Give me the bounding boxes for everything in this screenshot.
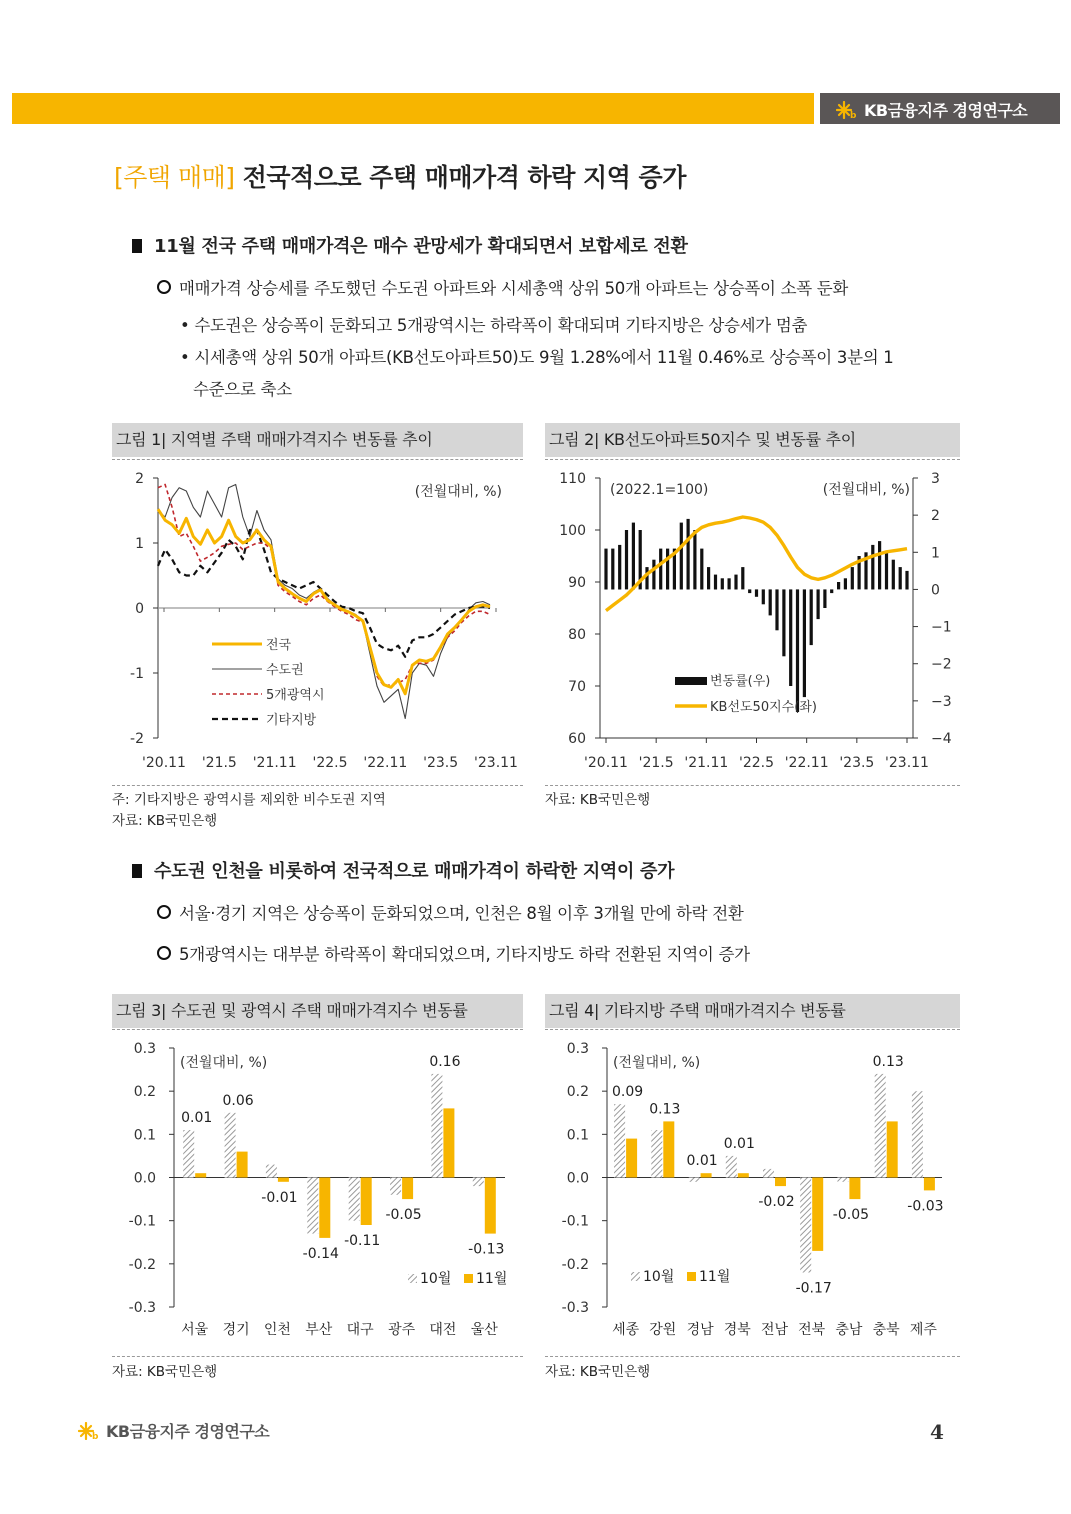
change-bar	[803, 589, 806, 697]
y-tick-label: -0.3	[128, 1300, 156, 1316]
x-tick-label: '21.5	[638, 755, 674, 771]
change-bar	[693, 530, 696, 589]
x-tick-label: '22.11	[363, 755, 408, 771]
change-bar	[892, 560, 895, 590]
category-label: 세종	[612, 1322, 640, 1338]
y-tick-label: -2	[130, 731, 144, 747]
fig2-title: 그림 2| KB선도아파트50지수 및 변동률 추이	[545, 423, 960, 457]
data-label: -0.02	[758, 1194, 795, 1211]
right-tick-label: −2	[931, 656, 952, 673]
fig3-title: 그림 3| 수도권 및 광역시 주택 매매가격지수 변동률	[112, 994, 523, 1028]
bar-nov	[626, 1139, 637, 1178]
change-bar	[632, 523, 635, 590]
block2-heading	[132, 857, 674, 883]
bar-oct	[875, 1074, 886, 1178]
change-bar	[844, 578, 847, 589]
change-bar	[823, 589, 826, 608]
fig1-chart	[112, 462, 523, 782]
block2-point2	[157, 941, 750, 965]
change-bar	[755, 589, 758, 596]
x-tick-label: '22.11	[784, 755, 829, 771]
legend-label-nov: 11월	[476, 1271, 508, 1287]
unit-label: (전월대비, %)	[822, 482, 910, 498]
category-label: 서울	[181, 1322, 209, 1338]
page-number: 4	[930, 1420, 944, 1444]
fig1-source: 자료: KB국민은행	[112, 813, 218, 829]
header-accent-bar	[12, 93, 814, 124]
fig1-top-rule	[112, 459, 523, 460]
legend-label: 기타지방	[266, 713, 317, 728]
square-bullet-icon	[132, 239, 142, 253]
y-tick-label: 0.3	[133, 1041, 156, 1057]
bar-nov	[849, 1178, 860, 1200]
left-tick-label: 60	[568, 731, 586, 747]
bar-oct	[800, 1178, 811, 1273]
footer-brand-text: KB금융지주 경영연구소	[106, 1422, 270, 1441]
bar-oct	[431, 1074, 442, 1178]
y-tick-label: 0.2	[566, 1084, 589, 1101]
section-tag: [주택 매매]	[114, 163, 235, 192]
change-bar	[611, 549, 614, 590]
block1-point	[157, 275, 848, 299]
block2-heading-text: 수도권 인천을 비롯하여 전국적으로 매매가격이 하락한 지역이 증가	[154, 861, 675, 882]
fig3-source: 자료: KB국민은행	[112, 1364, 218, 1380]
bar-oct	[349, 1178, 360, 1221]
y-tick-label: 0.1	[566, 1127, 589, 1144]
y-tick-label: 2	[135, 471, 144, 487]
data-label: -0.17	[795, 1280, 832, 1297]
right-tick-label: −4	[931, 731, 952, 747]
bar-nov	[663, 1121, 674, 1177]
bar-oct	[912, 1091, 923, 1177]
bar-oct	[390, 1178, 401, 1195]
change-bar	[728, 578, 731, 589]
right-tick-label: 0	[931, 582, 940, 599]
circle-bullet-icon	[157, 905, 171, 919]
fig3-bottom-rule	[112, 1356, 523, 1357]
data-label: 0.01	[723, 1135, 755, 1152]
change-bar	[618, 545, 621, 590]
legend-label-bar: 변동률(우)	[710, 674, 771, 689]
legend-label-oct: 10월	[643, 1269, 675, 1285]
data-label: 0.13	[649, 1101, 681, 1118]
change-bar	[810, 589, 813, 645]
change-bar	[769, 589, 772, 615]
data-label: -0.14	[302, 1245, 339, 1262]
y-tick-label: -0.2	[128, 1256, 156, 1273]
right-tick-label: 3	[931, 471, 940, 487]
change-bar	[905, 571, 908, 590]
legend-label: 수도권	[266, 663, 304, 678]
change-bar	[748, 589, 751, 593]
y-tick-label: -0.2	[561, 1256, 589, 1273]
bar-oct	[763, 1169, 774, 1178]
x-tick-label: '23.11	[474, 755, 518, 771]
bar-nov	[887, 1121, 898, 1177]
bar-nov	[775, 1178, 786, 1187]
y-tick-label: -0.1	[128, 1213, 156, 1230]
y-tick-label: 1	[135, 536, 144, 552]
category-label: 전북	[798, 1322, 826, 1338]
block1-bullet1: • 수도권은 상승폭이 둔화되고 5개광역시는 하락폭이 확대되며 기타지방은 상승세가 멈춤	[180, 316, 808, 335]
change-bar	[645, 567, 648, 589]
base-label: (2022.1=100)	[610, 482, 709, 498]
fig3-top-rule	[112, 1029, 523, 1030]
change-bar	[680, 523, 683, 590]
header-brand	[836, 98, 1027, 121]
x-tick-label: '22.5	[738, 755, 775, 771]
x-tick-label: '20.11	[142, 755, 186, 771]
bar-nov	[701, 1173, 712, 1177]
fig2-top-rule	[545, 459, 960, 460]
data-label: -0.03	[907, 1198, 944, 1215]
svg-text:b: b	[850, 110, 857, 119]
bar-oct	[307, 1178, 318, 1234]
kb-star-logo-icon	[836, 101, 858, 119]
legend-swatch-nov	[687, 1272, 696, 1281]
legend-swatch-oct	[408, 1274, 417, 1283]
change-bar	[666, 549, 669, 590]
bar-oct	[266, 1165, 277, 1178]
data-label: 0.13	[872, 1053, 904, 1070]
right-tick-label: −1	[931, 619, 952, 636]
circle-bullet-icon	[157, 280, 171, 294]
fig2-chart	[545, 462, 960, 782]
series-line-1	[158, 485, 490, 719]
fig2-bottom-rule	[545, 785, 960, 786]
category-label: 충남	[835, 1322, 863, 1338]
change-bar	[885, 552, 888, 589]
data-label: -0.05	[832, 1207, 870, 1224]
change-bar	[734, 575, 737, 590]
category-label: 경북	[723, 1322, 751, 1338]
legend-swatch-oct	[631, 1272, 640, 1281]
bar-nov	[924, 1178, 935, 1191]
x-tick-label: '23.5	[839, 755, 875, 771]
left-tick-label: 110	[559, 471, 586, 487]
square-bullet-icon	[132, 864, 142, 878]
change-bar	[721, 578, 724, 589]
y-tick-label: -0.1	[561, 1213, 589, 1230]
bar-nov	[812, 1178, 823, 1251]
y-tick-label: 0.0	[133, 1170, 156, 1187]
bar-nov	[278, 1178, 289, 1182]
category-label: 제주	[909, 1322, 937, 1338]
section-title-text: 전국적으로 주택 매매가격 하락 지역 증가	[242, 163, 686, 192]
y-tick-label: -1	[130, 666, 144, 682]
change-bar	[899, 567, 902, 589]
y-tick-label: -0.3	[561, 1300, 589, 1316]
block1-heading	[132, 232, 688, 258]
bar-nov	[443, 1108, 454, 1177]
fig1-title: 그림 1| 지역별 주택 매매가격지수 변동률 추이	[112, 423, 523, 457]
block2-point1	[157, 900, 744, 924]
series-line-0	[158, 509, 490, 694]
x-tick-label: '21.11	[252, 755, 297, 771]
y-tick-label: 0.1	[133, 1127, 156, 1144]
bar-oct	[225, 1113, 236, 1178]
x-tick-label: '20.11	[584, 755, 628, 771]
y-tick-label: 0.2	[133, 1084, 156, 1101]
category-label: 전남	[760, 1322, 789, 1338]
right-tick-label: −3	[931, 693, 952, 710]
block2-point2-text: 5개광역시는 대부분 하락폭이 확대되었으며, 기타지방도 하락 전환된 지역이 증가	[179, 945, 750, 964]
category-label: 경남	[686, 1322, 714, 1338]
category-label: 울산	[470, 1322, 498, 1338]
data-label: -0.11	[344, 1233, 381, 1249]
data-label: 0.01	[181, 1110, 213, 1126]
header-brand-box	[820, 93, 1060, 124]
left-tick-label: 80	[568, 627, 586, 643]
bar-oct	[689, 1178, 700, 1182]
bar-oct	[473, 1178, 484, 1187]
bar-oct	[651, 1130, 662, 1178]
x-tick-label: '22.5	[312, 755, 348, 771]
legend-label-line: KB선도50지수(좌)	[710, 700, 817, 715]
change-bar	[789, 589, 792, 686]
category-label: 대구	[346, 1322, 374, 1338]
left-tick-label: 90	[568, 575, 586, 591]
change-bar	[762, 589, 765, 604]
fig3-chart	[112, 1032, 523, 1352]
data-label: -0.05	[385, 1207, 422, 1224]
change-bar	[830, 589, 833, 593]
legend-label: 5개광역시	[266, 688, 325, 703]
footer-brand	[78, 1419, 269, 1442]
change-bar	[837, 582, 840, 589]
category-label: 대전	[429, 1322, 457, 1338]
fig1-bottom-rule	[112, 785, 523, 786]
change-bar	[714, 575, 717, 590]
category-label: 인천	[263, 1322, 291, 1338]
bar-nov	[738, 1173, 749, 1177]
block1-heading-text: 11월 전국 주택 매매가격은 매수 관망세가 확대되면서 보합세로 전환	[154, 236, 688, 257]
bar-nov	[237, 1152, 248, 1178]
category-label: 경기	[222, 1322, 250, 1338]
change-bar	[741, 567, 744, 589]
right-tick-label: 1	[931, 545, 940, 562]
change-bar	[625, 530, 628, 589]
x-tick-label: '23.5	[423, 755, 459, 771]
change-bar	[871, 545, 874, 590]
x-tick-label: '21.5	[201, 755, 237, 771]
left-tick-label: 70	[568, 679, 586, 695]
fig1-note: 주: 기타지방은 광역시를 제외한 비수도권 지역	[112, 792, 386, 808]
bar-nov	[319, 1178, 330, 1238]
fig2-source: 자료: KB국민은행	[545, 792, 651, 808]
bar-nov	[195, 1173, 206, 1177]
change-bar	[775, 589, 778, 630]
legend-label-nov: 11월	[699, 1269, 731, 1285]
category-label: 광주	[388, 1322, 416, 1338]
change-bar	[796, 589, 799, 712]
fig4-source: 자료: KB국민은행	[545, 1364, 651, 1380]
bar-oct	[726, 1156, 737, 1178]
change-bar	[700, 549, 703, 590]
change-bar	[782, 589, 785, 656]
change-bar	[659, 549, 662, 590]
fig4-title: 그림 4| 기타지방 주택 매매가격지수 변동률	[545, 994, 960, 1028]
data-label: 0.06	[222, 1092, 254, 1109]
svg-text:b: b	[92, 1431, 99, 1440]
data-label: 0.09	[612, 1084, 644, 1101]
change-bar	[652, 560, 655, 590]
block1-bullet2: • 시세총액 상위 50개 아파트(KB선도아파트50)도 9월 1.28%에서 11월 0.46%로 상승폭이 3분의 1	[180, 348, 894, 367]
bar-oct	[183, 1130, 194, 1178]
change-bar	[878, 541, 881, 589]
data-label: -0.13	[468, 1241, 505, 1258]
bar-nov	[485, 1178, 496, 1234]
fig4-chart	[545, 1032, 960, 1352]
category-label: 강원	[649, 1322, 677, 1338]
bar-oct	[837, 1178, 848, 1182]
fig4-bottom-rule	[545, 1356, 960, 1357]
y-tick-label: 0	[135, 601, 144, 617]
circle-bullet-icon	[157, 946, 171, 960]
section-title	[114, 158, 686, 194]
kb-star-logo-icon	[78, 1422, 100, 1440]
change-bar	[604, 549, 607, 590]
category-label: 부산	[305, 1322, 333, 1338]
data-label: 0.16	[429, 1053, 461, 1070]
bar-nov	[402, 1178, 413, 1200]
block1-bullet2-cont: 수준으로 축소	[193, 380, 292, 399]
y-tick-label: 0.0	[566, 1170, 589, 1187]
legend-label-oct: 10월	[420, 1271, 452, 1287]
unit-label: (전월대비, %)	[180, 1055, 268, 1071]
x-tick-label: '23.11	[885, 755, 929, 771]
change-bar	[851, 567, 854, 589]
legend-label: 전국	[266, 638, 292, 653]
fig4-top-rule	[545, 1029, 960, 1030]
left-tick-label: 100	[559, 523, 586, 539]
y-tick-label: 0.3	[566, 1041, 589, 1057]
category-label: 충북	[872, 1322, 900, 1338]
bar-nov	[361, 1178, 372, 1226]
legend-swatch-bar	[675, 677, 707, 685]
legend-swatch-nov	[464, 1274, 473, 1283]
header-brand-text: KB금융지주 경영연구소	[864, 101, 1028, 120]
data-label: -0.01	[261, 1189, 298, 1206]
right-tick-label: 2	[931, 508, 940, 525]
x-tick-label: '21.11	[684, 755, 729, 771]
change-bar	[817, 589, 820, 619]
bar-oct	[614, 1104, 625, 1177]
unit-label: (전월대비, %)	[613, 1055, 701, 1071]
block1-point-text: 매매가격 상승세를 주도했던 수도권 아파트와 시세총액 상위 50개 아파트는 상승폭이 소폭 둔화	[179, 279, 849, 298]
block2-point1-text: 서울·경기 지역은 상승폭이 둔화되었으며, 인천은 8월 이후 3개월 만에 하락 전환	[179, 904, 744, 923]
unit-label: (전월대비, %)	[414, 484, 502, 500]
data-label: 0.01	[686, 1153, 718, 1170]
change-bar	[687, 519, 690, 590]
change-bar	[707, 567, 710, 589]
